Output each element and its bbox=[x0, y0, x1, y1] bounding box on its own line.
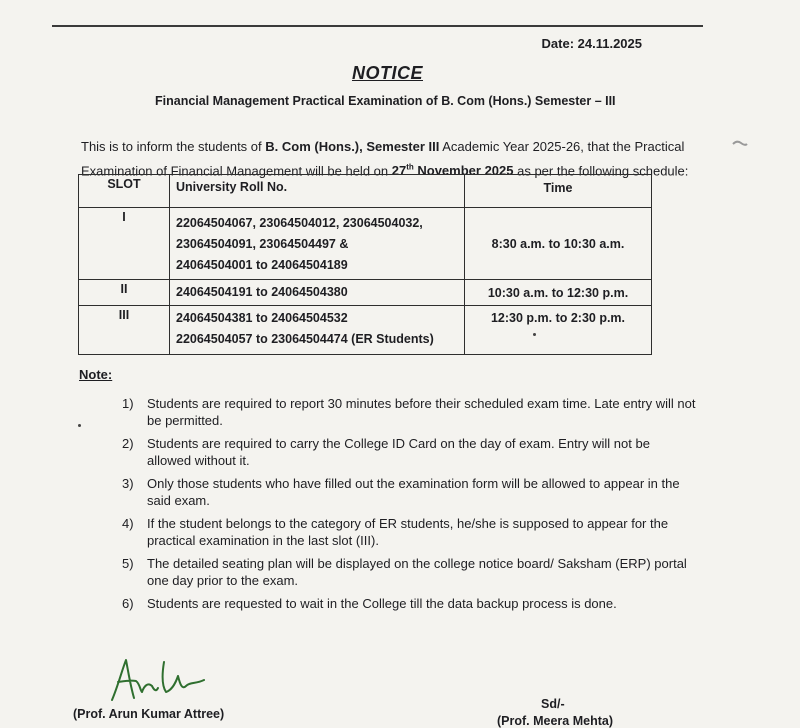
roll-cell bbox=[170, 208, 465, 280]
roll-cell bbox=[170, 306, 465, 355]
intro-part3: as per the following schedule: bbox=[513, 163, 689, 179]
list-item bbox=[122, 595, 697, 612]
intro-part2: Academic Year 2025-26, that the Practical Examination of Financial Management will be held on bbox=[81, 139, 685, 179]
note-number: 4) bbox=[122, 516, 134, 531]
note-text: Students are required to carry the College ID Card on the day of exam. Entry will not be allowed without it. bbox=[147, 436, 650, 468]
header-roll: University Roll No. bbox=[170, 175, 465, 208]
signature-mark bbox=[106, 656, 226, 706]
notice-date: Date: 24.11.2025 bbox=[541, 36, 642, 51]
header-time: Time bbox=[465, 175, 652, 208]
roll-cell bbox=[170, 280, 465, 306]
roll-line: 23064504091, 23064504497 & bbox=[176, 237, 349, 251]
time-cell: 8:30 a.m. to 10:30 a.m. bbox=[465, 208, 652, 280]
roll-line: 22064504057 to 23064504474 (ER Students) bbox=[176, 332, 434, 346]
table-row bbox=[79, 208, 652, 280]
slot-cell: III bbox=[79, 306, 170, 355]
note-number: 6) bbox=[122, 596, 134, 611]
intro-exam-date: 27th November 2025 bbox=[391, 163, 514, 179]
schedule-table bbox=[78, 174, 652, 355]
list-item bbox=[122, 555, 697, 589]
table-row bbox=[79, 280, 652, 306]
slot-cell: I bbox=[79, 208, 170, 280]
scan-smudge bbox=[732, 140, 748, 148]
note-text: Students are requested to wait in the College till the data backup process is done. bbox=[147, 596, 617, 611]
list-item bbox=[122, 475, 697, 509]
notice-title: NOTICE bbox=[351, 63, 423, 83]
note-number: 1) bbox=[122, 396, 134, 411]
note-number: 3) bbox=[122, 476, 134, 491]
time-cell: 10:30 a.m. to 12:30 p.m. bbox=[465, 280, 652, 306]
list-item bbox=[122, 395, 697, 429]
intro-part1: This is to inform the students of bbox=[81, 139, 266, 154]
signed-mark: Sd/- bbox=[541, 697, 565, 711]
notes-list bbox=[122, 395, 697, 618]
note-number: 2) bbox=[122, 436, 134, 451]
roll-line: 24064504381 to 24064504532 bbox=[176, 311, 348, 325]
note-heading: Note: bbox=[79, 367, 113, 382]
header-slot: SLOT bbox=[79, 175, 170, 208]
list-item bbox=[122, 515, 697, 549]
note-text: Only those students who have filled out the examination form will be allowed to appear in the said exam. bbox=[147, 476, 680, 508]
roll-line: 24064504001 to 24064504189 bbox=[176, 258, 348, 272]
scan-speck bbox=[533, 333, 536, 336]
table-row bbox=[79, 306, 652, 355]
note-text: If the student belongs to the category of ER students, he/she is supposed to appear for the practical examination in the last slot (III). bbox=[147, 516, 669, 548]
roll-line: 22064504067, 23064504012, 23064504032, bbox=[176, 216, 423, 230]
note-number: 5) bbox=[122, 556, 134, 571]
signatory-left: (Prof. Arun Kumar Attree) bbox=[73, 707, 225, 721]
signatory-right: (Prof. Meera Mehta) bbox=[497, 714, 613, 728]
list-item bbox=[122, 435, 697, 469]
intro-course: B. Com (Hons.), Semester III bbox=[265, 139, 440, 154]
note-text: The detailed seating plan will be displayed on the college notice board/ Saksham (ERP) portal one day prior to the exam. bbox=[147, 556, 687, 588]
notice-subtitle: Financial Management Practical Examination of B. Com (Hons.) Semester – III bbox=[155, 94, 616, 108]
slot-cell: II bbox=[79, 280, 170, 306]
time-cell: 12:30 p.m. to 2:30 p.m. bbox=[465, 306, 652, 355]
note-text: Students are required to report 30 minutes before their scheduled exam time. Late entry will not be permitted. bbox=[147, 396, 696, 428]
top-rule bbox=[52, 25, 703, 27]
schedule-header-row bbox=[79, 175, 652, 208]
roll-line: 24064504191 to 24064504380 bbox=[176, 285, 348, 299]
scan-speck bbox=[78, 424, 81, 427]
